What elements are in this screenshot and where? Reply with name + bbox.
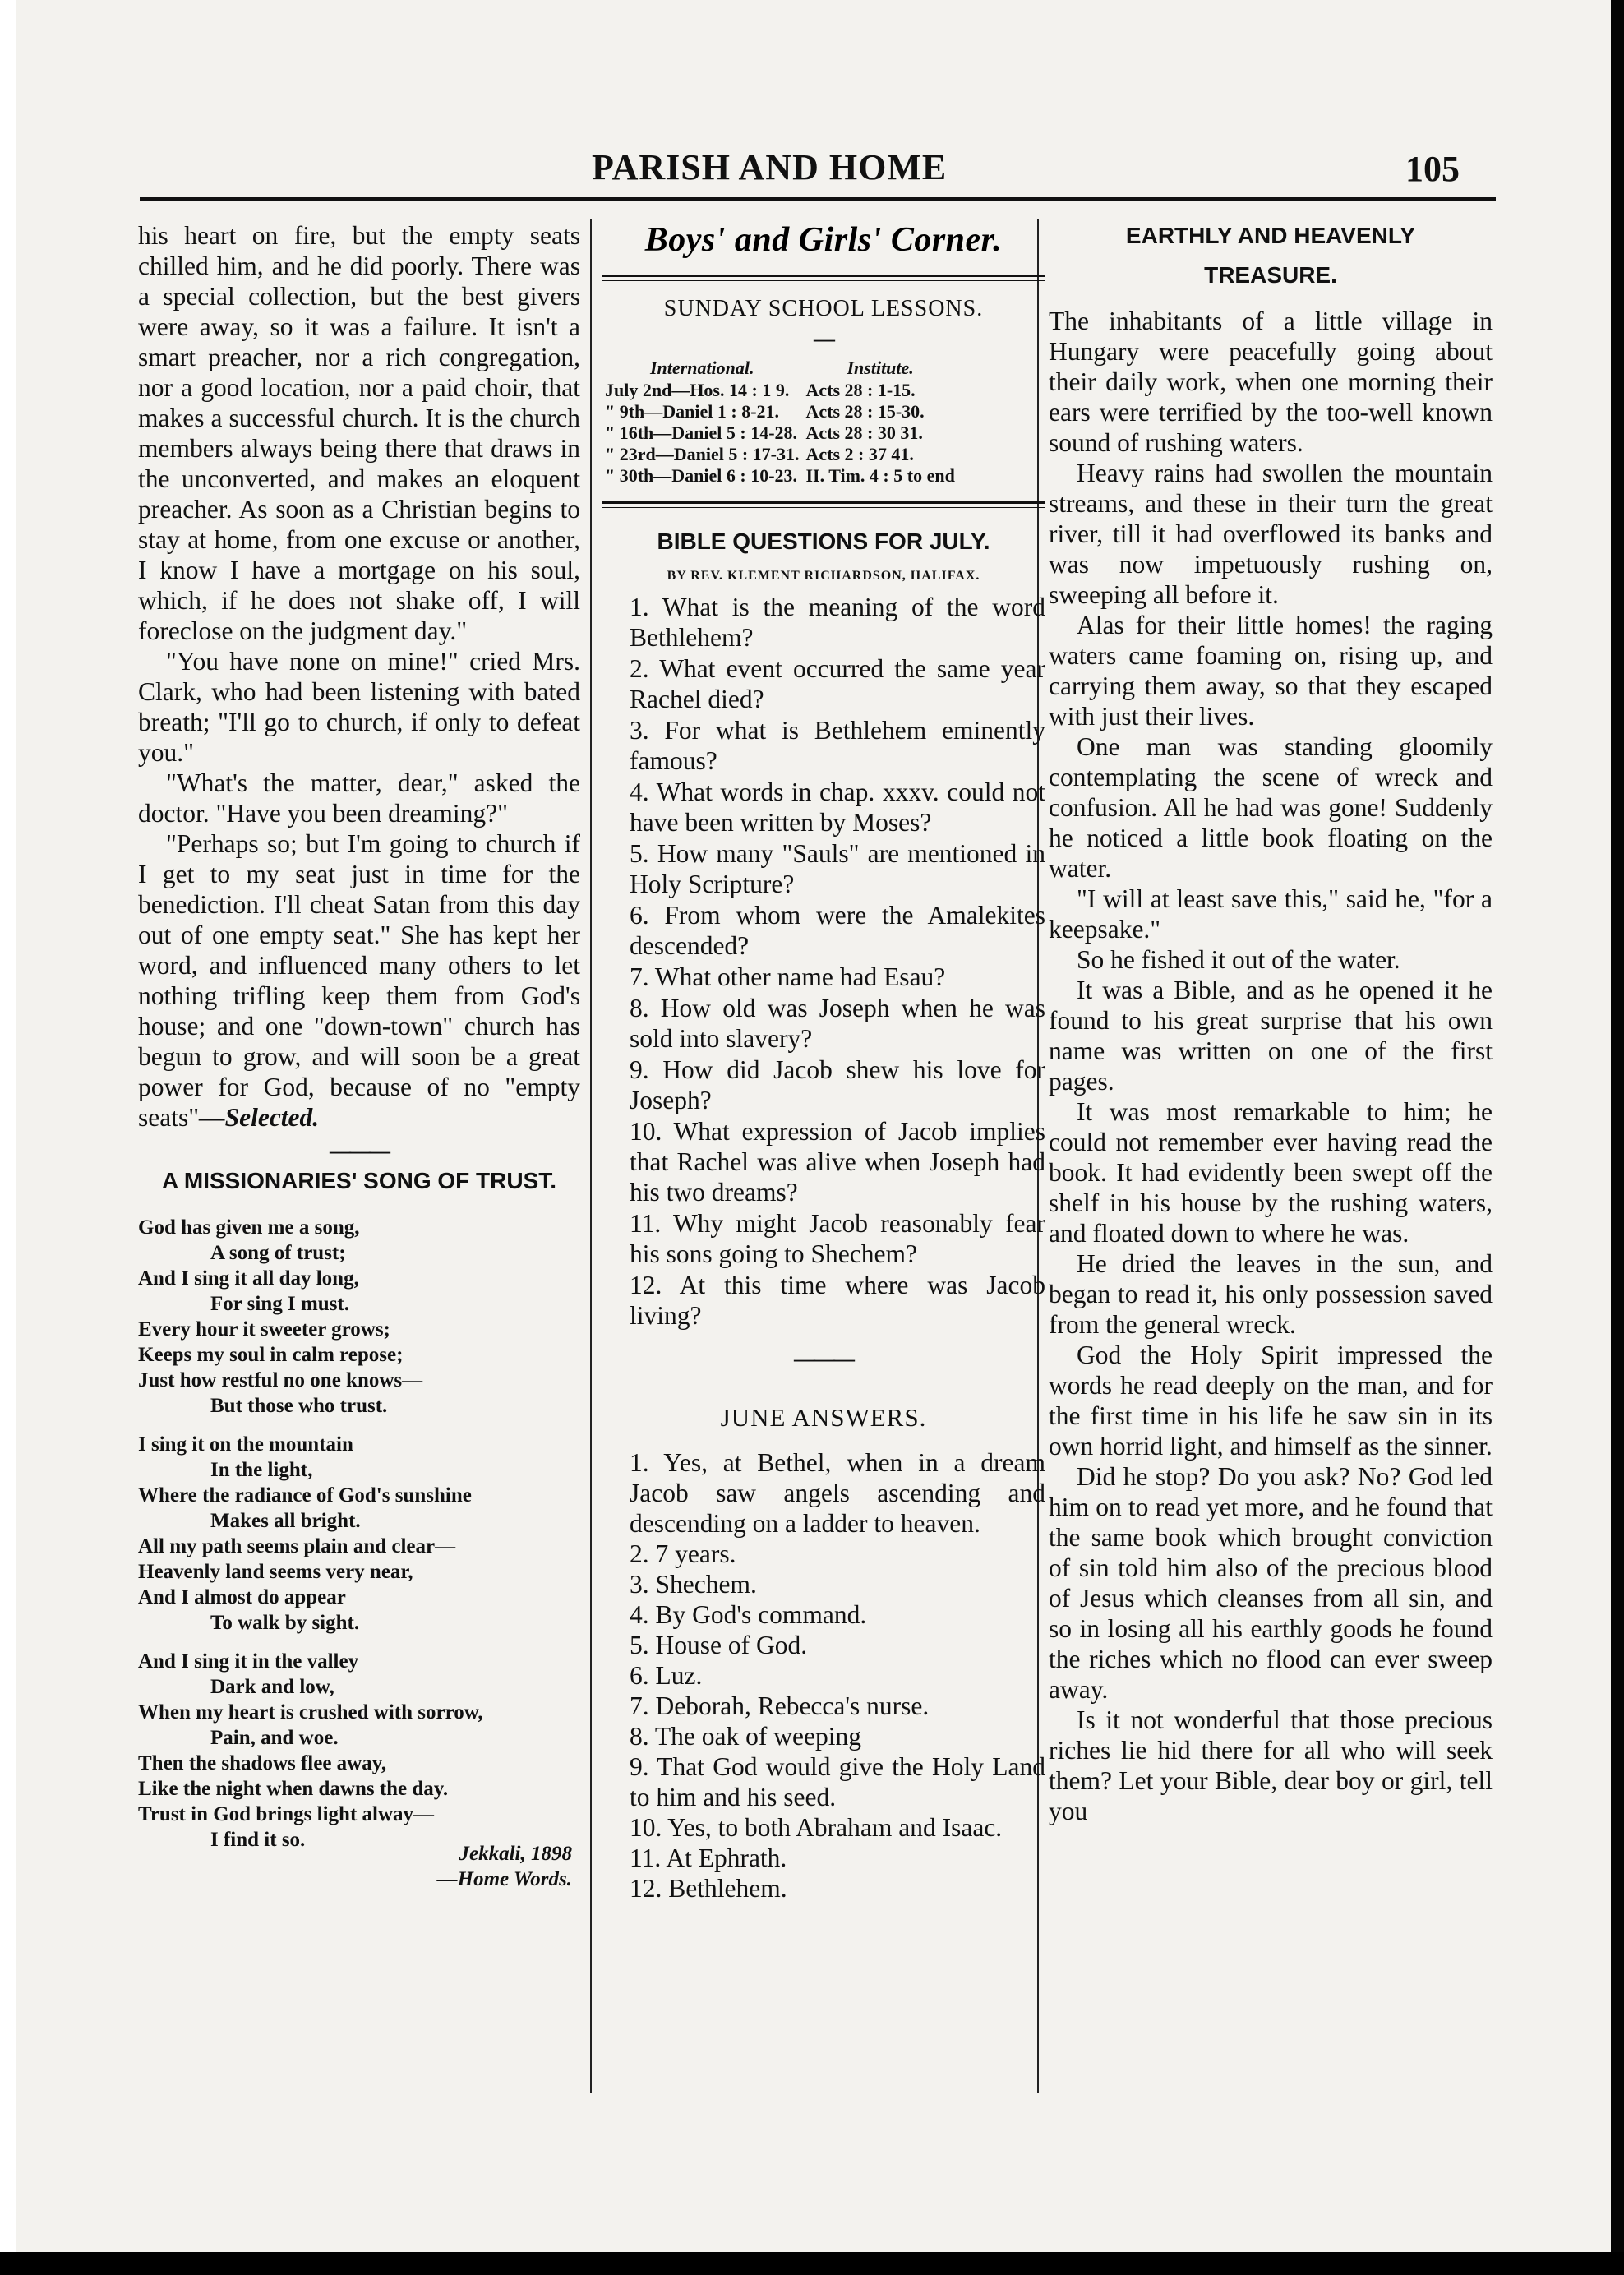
poem-line: But those who trust. — [210, 1395, 388, 1417]
lesson-row — [602, 444, 958, 465]
lesson-row — [602, 422, 958, 444]
poem-source-1: Jekkali, 1898 — [459, 1843, 572, 1865]
poem-stanza — [138, 1215, 580, 1419]
answer-item: 6. Luz. — [630, 1661, 703, 1690]
page-number: 105 — [1405, 149, 1460, 189]
question-item: 11. Why might Jacob reasonably fear his sons going to Shechem? — [630, 1209, 1045, 1268]
poem-line: A song of trust; — [210, 1242, 346, 1264]
article-paragraph-text: "Perhaps so; but I'm going to church if I get to my seat just in time for the benediction. I'll cheat Satan from this day out of one empty seat." She has kept her word, and influenced many others to let nothing trifling keep them from God's house; and one "down-town" church has begun to grow, and will soon be a great power for God, because of no "empty seats" — [138, 829, 580, 1132]
poem-line: I sing it on the mountain — [138, 1433, 353, 1456]
article-paragraph: The inhabitants of a little village in Hungary were peacefully going about their daily work, when one morning their ears were terrified by the too-well known sound of rushing waters. — [1049, 307, 1493, 457]
poem-line: Heavenly land seems very near, — [138, 1561, 413, 1583]
column-2 — [602, 220, 1045, 1904]
bible-questions-title: BIBLE QUESTIONS FOR JULY. — [657, 528, 990, 554]
june-answers-title: JUNE ANSWERS. — [720, 1403, 927, 1432]
article-paragraph: So he fished it out of the water. — [1077, 945, 1400, 974]
poem-line: Like the night when dawns the day. — [138, 1778, 449, 1800]
answer-item: 5. House of God. — [630, 1631, 808, 1659]
lesson-row — [602, 465, 958, 487]
column-1 — [138, 220, 580, 1892]
answer-item: 2. 7 years. — [630, 1539, 736, 1568]
ss-dash: — — [814, 327, 833, 351]
article-paragraph: He dried the leaves in the sun, and began to read it, his only possession saved from the general wreck. — [1049, 1249, 1493, 1339]
answer-item: 1. Yes, at Bethel, when in a dream Jacob saw angels ascending and descending on a ladder to heaven. — [630, 1448, 1045, 1538]
lesson-row — [602, 380, 958, 401]
poem-line: Where the radiance of God's sunshine — [138, 1484, 472, 1507]
answer-item: 9. That God would give the Holy Land to him and his seed. — [630, 1752, 1045, 1811]
article-paragraph: God the Holy Spirit impressed the words he read deeply on the man, and for the first time in his life he saw sin in its own horrid light, and himself as the sinner. — [1049, 1341, 1493, 1461]
page-header-title: PARISH AND HOME — [592, 147, 948, 187]
article-paragraph: Alas for their little homes! the raging waters came foaming on, rising up, and carrying them away, so that they escaped with just their lives. — [1049, 611, 1493, 731]
scan-spine-edge — [0, 0, 16, 2275]
poem — [138, 1215, 580, 1853]
lessons-header-institute: Institute. — [847, 358, 914, 378]
poem-line: Trust in God brings light alway— — [138, 1803, 435, 1825]
column-3 — [1049, 220, 1493, 1826]
lesson-institute: Acts 28 : 15-30. — [805, 401, 925, 422]
answers-list — [602, 1447, 1045, 1904]
answer-item: 10. Yes, to both Abraham and Isaac. — [630, 1813, 1003, 1842]
lesson-international: " 16th—Daniel 5 : 14-28. — [605, 422, 798, 443]
lesson-international: July 2nd—Hos. 14 : 1 9. — [605, 380, 790, 400]
double-rule — [602, 275, 1045, 281]
poem-line: Then the shadows flee away, — [138, 1752, 387, 1774]
bible-questions-byline: BY REV. KLEMENT RICHARDSON, HALIFAX. — [667, 569, 980, 583]
question-item: 8. How old was Joseph when he was sold into slavery? — [630, 994, 1045, 1053]
double-rule — [602, 501, 1045, 508]
lesson-institute: Acts 2 : 37 41. — [805, 444, 914, 464]
question-item: 2. What event occurred the same year Rachel died? — [630, 654, 1045, 713]
answer-item: 12. Bethlehem. — [630, 1874, 787, 1903]
lessons-table — [602, 357, 958, 487]
lessons-header-international: International. — [649, 358, 754, 378]
section-separator: ——— — [330, 1139, 389, 1163]
selected-credit: —Selected. — [199, 1103, 320, 1132]
poem-line: I find it so. — [210, 1829, 306, 1851]
question-item: 6. From whom were the Amalekites descended? — [630, 901, 1045, 960]
section-separator: ——— — [794, 1347, 853, 1371]
column-divider-left — [590, 219, 592, 2093]
answer-item: 11. At Ephrath. — [630, 1844, 787, 1872]
poem-source-2: —Home Words. — [436, 1868, 572, 1890]
poem-line: When my heart is crushed with sorrow, — [138, 1701, 483, 1724]
poem-line: Keeps my soul in calm repose; — [138, 1344, 404, 1366]
article-title-line-2: TREASURE. — [1204, 262, 1337, 288]
article-paragraph: "You have none on mine!" cried Mrs. Clark, who had been listening with bated breath; "I'll go to church, if only to defeat you." — [138, 647, 580, 767]
poem-line: Pain, and woe. — [210, 1727, 339, 1749]
poem-line: For sing I must. — [210, 1293, 350, 1315]
poem-line: All my path seems plain and clear— — [138, 1535, 456, 1557]
header-rule — [140, 197, 1496, 201]
lesson-institute: Acts 28 : 1-15. — [805, 380, 916, 400]
poem-stanza — [138, 1432, 580, 1636]
sunday-school-title: SUNDAY SCHOOL LESSONS. — [663, 296, 984, 321]
questions-list — [602, 592, 1045, 1331]
lesson-row — [602, 401, 958, 422]
article-paragraph: "What's the matter, dear," asked the doctor. "Have you been dreaming?" — [138, 768, 580, 828]
corner-title: Boys' and Girls' Corner. — [644, 221, 1003, 259]
lesson-international: " 30th—Daniel 6 : 10-23. — [605, 465, 798, 486]
question-item: 5. How many "Sauls" are mentioned in Holy Scripture? — [630, 839, 1045, 898]
article-paragraph: It was a Bible, and as he opened it he found to his great surprise that his own name was written on one of the first pages. — [1049, 976, 1493, 1096]
poem-line: God has given me a song, — [138, 1216, 360, 1239]
article-paragraph: his heart on fire, but the empty seats chilled him, and he did poorly. There was a special collection, but the best givers were away, so it was a failure. It isn't a smart preacher, nor a rich congregation, nor a good location, nor a paid choir, that makes a successful church. It is the church members always being there that draws in the unconverted, and makes an eloquent preacher. As soon as a Christian begins to stay at home, from one excuse or another, I know I have a mortgage on his soul, which, if he does not shake off, I will foreclose on the judgment day." — [138, 221, 580, 645]
article-title-line-1: EARTHLY AND HEAVENLY — [1125, 223, 1416, 248]
poem-line: And I sing it all day long, — [138, 1267, 359, 1290]
poem-line: Makes all bright. — [210, 1510, 361, 1532]
article-paragraph — [138, 828, 580, 1133]
question-item: 10. What expression of Jacob implies that Rachel was alive when Joseph had his two dreams? — [630, 1117, 1045, 1207]
question-item: 1. What is the meaning of the word Bethlehem? — [630, 593, 1045, 652]
article-paragraph: One man was standing gloomily contemplating the scene of wreck and confusion. All he had was gone! Suddenly he noticed a little book floating on the water. — [1049, 732, 1493, 883]
magazine-page — [16, 0, 1611, 2252]
answer-item: 3. Shechem. — [630, 1570, 757, 1599]
lesson-institute: Acts 28 : 30 31. — [805, 422, 923, 443]
lesson-international: " 23rd—Daniel 5 : 17-31. — [605, 444, 800, 464]
lesson-international: " 9th—Daniel 1 : 8-21. — [605, 401, 780, 422]
lesson-institute: II. Tim. 4 : 5 to end — [805, 465, 955, 486]
treasure-article — [1049, 306, 1493, 1826]
poem-line: Just how restful no one knows— — [138, 1369, 423, 1391]
question-item: 3. For what is Bethlehem eminently famous? — [630, 716, 1045, 775]
question-item: 4. What words in chap. xxxv. could not have been written by Moses? — [630, 778, 1045, 837]
answer-item: 7. Deborah, Rebecca's nurse. — [630, 1691, 930, 1720]
answer-item: 4. By God's command. — [630, 1600, 867, 1629]
question-item: 12. At this time where was Jacob living? — [630, 1271, 1045, 1330]
question-item: 7. What other name had Esau? — [630, 962, 946, 991]
article-paragraph: Heavy rains had swollen the mountain streams, and these in their turn the great river, till it had overflowed its banks and was now impetuously rushing on, sweeping all before it. — [1049, 459, 1493, 609]
poem-line: Every hour it sweeter grows; — [138, 1318, 390, 1341]
poem-line: To walk by sight. — [210, 1612, 360, 1634]
poem-stanza — [138, 1649, 580, 1853]
article-paragraph: It was most remarkable to him; he could not remember ever having read the book. It had evidently been swept off the shelf in his house by the rushing waters, and floated down to where he was. — [1049, 1097, 1493, 1248]
poem-line: And I sing it in the valley — [138, 1650, 359, 1673]
poem-line: In the light, — [210, 1459, 313, 1481]
question-item: 9. How did Jacob shew his love for Joseph? — [630, 1055, 1045, 1114]
answer-item: 8. The oak of weeping — [630, 1722, 861, 1751]
article-paragraph: Is it not wonderful that those precious riches lie hid there for all who will seek them? Let your Bible, dear boy or girl, tell you — [1049, 1705, 1493, 1825]
poem-line: And I almost do appear — [138, 1586, 346, 1608]
article-paragraph: "I will at least save this," said he, "for a keepsake." — [1049, 884, 1493, 944]
poem-line: Dark and low, — [210, 1676, 334, 1698]
poem-title: A MISSIONARIES' SONG OF TRUST. — [161, 1168, 557, 1193]
scan-bottom-edge — [0, 2252, 1624, 2275]
article-paragraph: Did he stop? Do you ask? No? God led him on to read yet more, and he found that the same book which brought conviction of sin told him also of the precious blood of Jesus which cleanses from all sin, and so in losing all his earthly goods he found the riches which no flood can ever sweep away. — [1049, 1462, 1493, 1704]
lessons-header-row — [602, 357, 958, 380]
